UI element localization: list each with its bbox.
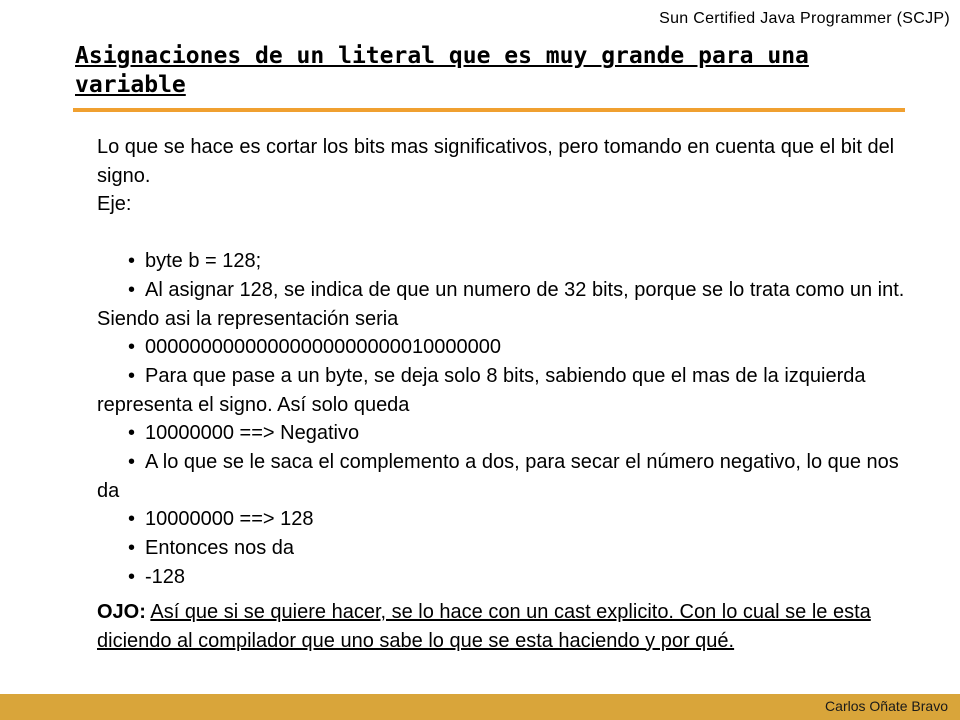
bullet-text: Al asignar 128, se indica de que un numero de 32 bits, porque se lo trata como un int. Siendo asi la representación seria [97,278,905,330]
slide-body [97,133,912,592]
bullet-text: Entonces nos da [145,537,294,560]
bullet-item [97,448,912,505]
bullet-item [97,333,912,362]
bullet-list [97,247,912,591]
bullet-icon: • [128,537,136,560]
title-rule [73,108,905,112]
spacer [97,219,912,247]
bullet-icon: • [128,364,136,387]
bullet-item [97,534,912,563]
bullet-text: 10000000 ==> 128 [145,508,314,531]
bullet-icon: • [128,565,136,588]
bullet-icon: • [128,336,136,359]
bullet-item [97,419,912,448]
note-label: OJO: [97,601,146,623]
footer-bar [0,694,960,720]
bullet-text: 10000000 ==> Negativo [145,422,360,445]
bullet-text: 00000000000000000000000010000000 [145,336,501,359]
bullet-text: Para que pase a un byte, se deja solo 8 bits, sabiendo que el mas de la izquierda representa el signo. Así solo queda [97,364,866,416]
bullet-text: byte b = 128; [145,250,262,273]
slide-title: Asignaciones de un literal que es muy grande para una variable [75,43,809,98]
footer-author: Carlos Oñate Bravo [825,698,948,714]
bullet-icon: • [128,422,136,445]
bullet-item [97,563,912,592]
bullet-icon: • [128,250,136,273]
bullet-item [97,505,912,534]
example-label: Eje: [97,193,132,216]
bullet-icon: • [128,278,136,301]
bullet-icon: • [128,451,136,474]
bullet-item [97,362,912,419]
intro-text: Lo que se hace es cortar los bits mas significativos, pero tomando en cuenta que el bit del signo. [97,136,895,187]
bullet-item [97,276,912,333]
bullet-icon: • [128,508,136,531]
bullet-item [97,247,912,276]
course-header: Sun Certified Java Programmer (SCJP) [659,10,950,27]
bullet-text: A lo que se le saca el complemento a dos, para secar el número negativo, lo que nos da [97,451,899,502]
note-text: Así que si se quiere hacer, se lo hace con un cast explicito. Con lo cual se le esta diciendo al compilador que uno sabe lo que se esta haciendo y por qué. [97,601,871,652]
note-block [97,598,912,655]
bullet-text: -128 [145,565,186,588]
